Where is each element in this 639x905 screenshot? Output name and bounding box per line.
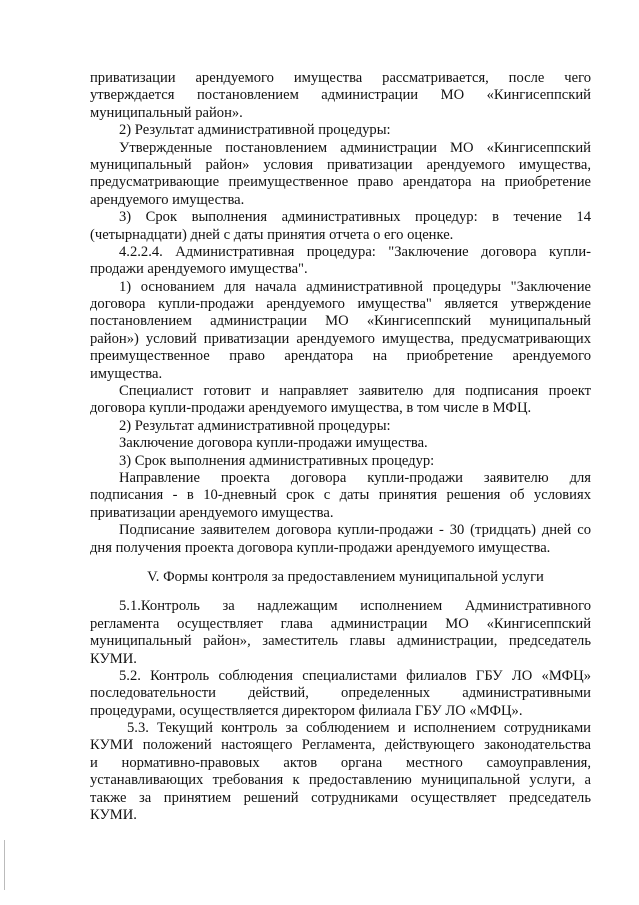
paragraph xyxy=(90,140,591,210)
paragraph xyxy=(90,668,591,720)
text-line: Направление проекта договора купли-продажи заявителю для xyxy=(119,469,591,486)
text-line: также за принятием решений сотрудниками осуществляет председатель xyxy=(90,789,591,806)
text-line: КУМИ положений настоящего Регламента, действующего законодательства xyxy=(90,737,591,754)
section-title: V. Формы контроля за предоставлением муниципальной услуги xyxy=(147,568,544,585)
text-line: Подписание заявителем договора купли-продажи - 30 (тридцать) дней со xyxy=(119,522,591,539)
document-body xyxy=(90,70,591,557)
paragraph xyxy=(90,720,591,824)
text-line: муниципальный район» условия приватизации арендуемого имущества, xyxy=(90,156,591,173)
spacer xyxy=(90,557,591,569)
document-page xyxy=(90,70,591,824)
text-line: 2) Результат административной процедуры: xyxy=(119,122,391,139)
text-line: муниципальный район», заместитель главы администрации, председатель xyxy=(90,633,591,650)
text-line: 5.3. Текущий контроль за соблюдением и исполнением сотрудниками xyxy=(127,720,591,737)
paragraph xyxy=(90,470,591,522)
text-line: подписания - в 10-дневный срок с даты принятия решения об условиях xyxy=(90,487,591,504)
text-line: 5.2. Контроль соблюдения специалистами филиалов ГБУ ЛО «МФЦ» xyxy=(119,667,591,684)
text-line: приватизации арендуемого имущества. xyxy=(90,504,334,521)
text-line: устанавливающих требования к предоставлению муниципальной услуги, а xyxy=(90,772,591,789)
section-body xyxy=(90,598,591,824)
text-line: район») условий приватизации арендуемого имущества, предусматривающих xyxy=(90,330,591,347)
text-line: приватизации арендуемого имущества рассматривается, после чего xyxy=(90,70,591,86)
text-line: (четырнадцати) дней с даты принятия отчета о его оценке. xyxy=(90,226,454,243)
text-line: Утвержденные постановлением администрации МО «Кингисеппский xyxy=(119,139,591,156)
text-line: предусматривающие преимущественное право арендатора на приобретение xyxy=(90,174,591,191)
text-line: имущества. xyxy=(90,365,163,382)
paragraph xyxy=(90,453,591,470)
text-line: утверждается постановлением администрации МО «Кингисеппский xyxy=(90,87,591,104)
text-line: преимущественное право арендатора на приобретение арендуемого xyxy=(90,348,591,365)
text-line: 2) Результат административной процедуры: xyxy=(119,417,391,434)
paragraph xyxy=(90,122,591,139)
text-line: 3) Срок выполнения административных процедур: в течение 14 xyxy=(119,209,591,226)
paragraph xyxy=(90,435,591,452)
paragraph xyxy=(90,279,591,383)
text-line: продажи арендуемого имущества". xyxy=(90,261,308,278)
paragraph xyxy=(90,598,591,668)
text-line: и нормативно-правовых актов органа местного самоуправления, xyxy=(90,754,591,771)
text-line: договора купли-продажи арендуемого имущества" является утверждение xyxy=(90,296,591,313)
paragraph xyxy=(90,209,591,244)
text-line: 3) Срок выполнения административных процедур: xyxy=(119,452,435,469)
paragraph xyxy=(90,383,591,418)
paragraph xyxy=(90,70,591,122)
text-line: дня получения проекта договора купли-продажи арендуемого имущества. xyxy=(90,539,551,556)
text-line: процедурами, осуществляется директором филиала ГБУ ЛО «МФЦ». xyxy=(90,702,523,719)
text-line: 5.1.Контроль за надлежащим исполнением Административного xyxy=(119,598,591,615)
text-line: 4.2.2.4. Административная процедура: "Заключение договора купли- xyxy=(119,243,591,260)
text-line: КУМИ. xyxy=(90,650,137,667)
text-line: муниципальный район». xyxy=(90,104,243,121)
text-line: арендуемого имущества. xyxy=(90,191,245,208)
paragraph xyxy=(90,522,591,557)
text-line: Специалист готовит и направляет заявителю для подписания проект xyxy=(119,383,591,400)
text-line: последовательности действий, определенных административными xyxy=(90,685,591,702)
scan-edge-mark xyxy=(4,840,5,890)
paragraph xyxy=(90,244,591,279)
spacer xyxy=(90,586,591,598)
text-line: 1) основанием для начала административной процедуры "Заключение xyxy=(119,278,591,295)
text-line: Заключение договора купли-продажи имущества. xyxy=(119,435,428,452)
text-line: регламента осуществляет глава администрации МО «Кингисеппский xyxy=(90,615,591,632)
text-line: КУМИ. xyxy=(90,807,137,824)
text-line: постановлением администрации МО «Кингисеппский муниципальный xyxy=(90,313,591,330)
text-line: договора купли-продажи арендуемого имущества, в том числе в МФЦ. xyxy=(90,400,532,417)
paragraph xyxy=(90,418,591,435)
